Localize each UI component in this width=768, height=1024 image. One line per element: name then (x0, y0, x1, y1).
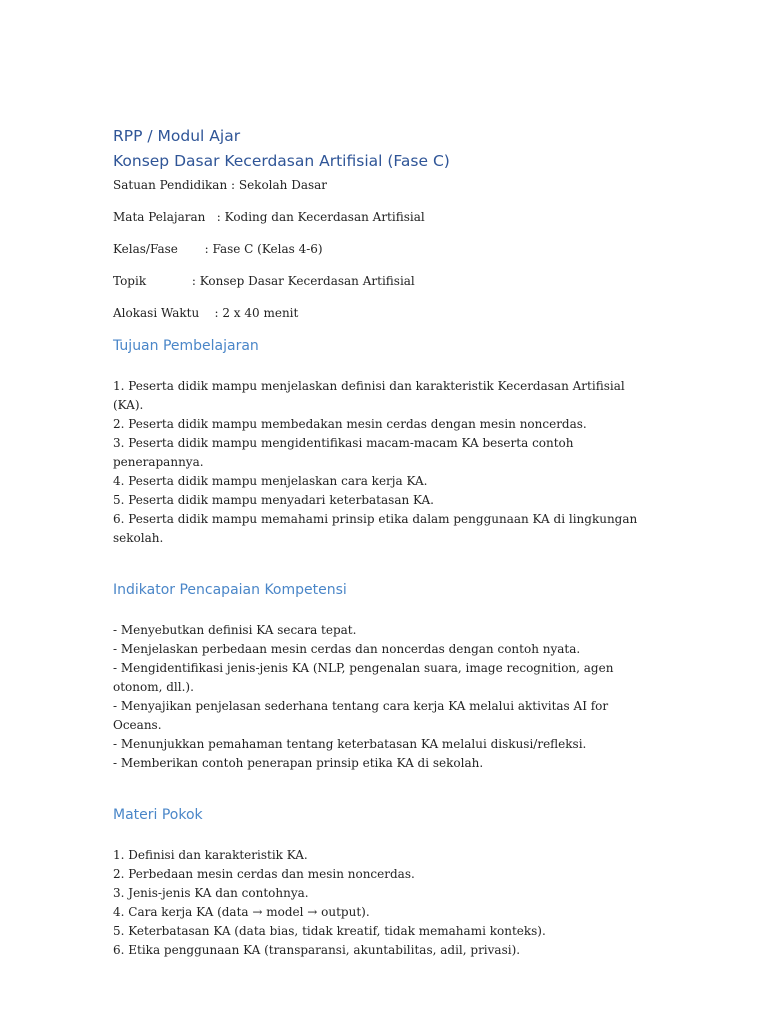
list-item: 5. Keterbatasan KA (data bias, tidak kreatif, tidak memahami konteks). (113, 924, 546, 938)
materi-list (113, 846, 658, 960)
list-item: 1. Definisi dan karakteristik KA. (113, 848, 308, 862)
meta-separator: : (177, 242, 213, 256)
meta-separator: : (205, 210, 225, 224)
meta-value: Konsep Dasar Kecerdasan Artifisial (199, 274, 415, 288)
list-item: - Memberikan contoh penerapan prinsip etika KA di sekolah. (113, 756, 484, 770)
heading-indikator: Indikator Pencapaian Kompetensi (113, 582, 347, 598)
list-item: 6. Etika penggunaan KA (transparansi, akuntabilitas, adil, privasi). (113, 943, 521, 957)
meta-label: Topik (113, 274, 147, 288)
list-item: 4. Peserta didik mampu menjelaskan cara kerja KA. (113, 474, 428, 488)
list-item: - Mengidentifikasi jenis-jenis KA (NLP, pengenalan suara, image recognition, agen otonom, dll.). (113, 661, 614, 694)
meta-value: Fase C (Kelas 4-6) (212, 242, 323, 256)
meta-label: Mata Pelajaran (113, 210, 206, 224)
list-item: 6. Peserta didik mampu memahami prinsip etika dalam penggunaan KA di lingkungan sekolah. (113, 512, 638, 545)
meta-label: Satuan Pendidikan (113, 178, 228, 192)
meta-value: 2 x 40 menit (222, 306, 299, 320)
list-item: 3. Jenis-jenis KA dan contohnya. (113, 886, 309, 900)
meta-separator: : (227, 178, 239, 192)
document-page (113, 124, 658, 960)
document-title: RPP / Modul Ajar (113, 127, 241, 145)
meta-row-alokasi (113, 304, 658, 323)
meta-label: Alokasi Waktu (113, 306, 200, 320)
indikator-list (113, 621, 658, 773)
heading-materi: Materi Pokok (113, 807, 203, 823)
meta-row-mapel (113, 208, 658, 227)
list-item: 3. Peserta didik mampu mengidentifikasi macam-macam KA beserta contoh penerapannya. (113, 436, 574, 469)
meta-block (113, 176, 658, 323)
meta-separator: : (199, 306, 223, 320)
list-item: 2. Perbedaan mesin cerdas dan mesin noncerdas. (113, 867, 415, 881)
list-item: - Menjelaskan perbedaan mesin cerdas dan noncerdas dengan contoh nyata. (113, 642, 581, 656)
list-item: - Menyebutkan definisi KA secara tepat. (113, 623, 357, 637)
meta-row-kelas (113, 240, 658, 259)
meta-value: Sekolah Dasar (238, 178, 328, 192)
list-item: - Menunjukkan pemahaman tentang keterbatasan KA melalui diskusi/refleksi. (113, 737, 587, 751)
meta-row-satuan (113, 176, 658, 195)
list-item: 1. Peserta didik mampu menjelaskan definisi dan karakteristik Kecerdasan Artifisial (KA). (113, 379, 625, 412)
list-item: 4. Cara kerja KA (data → model → output). (113, 905, 370, 919)
meta-value: Koding dan Kecerdasan Artifisial (224, 210, 425, 224)
meta-separator: : (146, 274, 200, 288)
list-item: - Menyajikan penjelasan sederhana tentang cara kerja KA melalui aktivitas AI for Oceans. (113, 699, 609, 732)
heading-tujuan: Tujuan Pembelajaran (113, 338, 259, 354)
list-item: 5. Peserta didik mampu menyadari keterbatasan KA. (113, 493, 434, 507)
list-item: 2. Peserta didik mampu membedakan mesin cerdas dengan mesin noncerdas. (113, 417, 587, 431)
meta-label: Kelas/Fase (113, 242, 178, 256)
tujuan-list (113, 377, 658, 548)
document-subtitle: Konsep Dasar Kecerdasan Artifisial (Fase C) (113, 152, 450, 170)
meta-row-topik (113, 272, 658, 291)
